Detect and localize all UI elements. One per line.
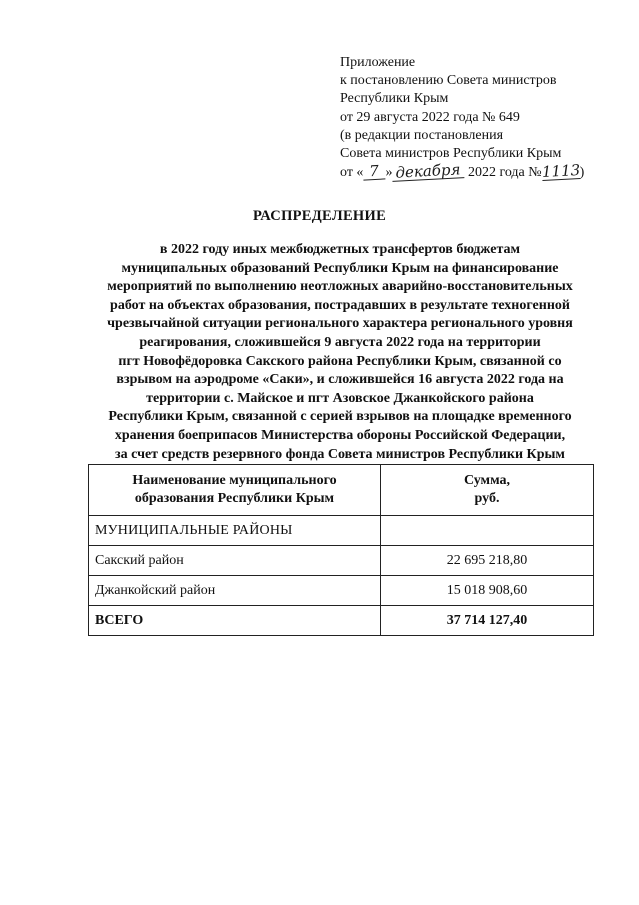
date-prefix: от « (340, 165, 364, 181)
appendix-line: Приложение (340, 55, 416, 70)
municipality-name: Джанкойский район (89, 576, 381, 606)
description-line: за счет средств резервного фонда Совета министров Республики Крым (115, 446, 565, 462)
header-name-line: образования Республики Крым (134, 491, 335, 506)
appendix-date-line (340, 160, 630, 182)
header-name-line: Наименование муниципального (132, 473, 337, 488)
appendix-line: Совета министров Республики Крым (340, 146, 562, 162)
appendix-block (340, 54, 630, 182)
total-sum: 37 714 127,40 (381, 606, 594, 636)
document-heading: РАСПРЕДЕЛЕНИЕ (252, 208, 387, 224)
date-year: 2022 года № (467, 165, 542, 181)
description-line: хранения боеприпасов Министерства обороны Российской Федерации, (114, 427, 566, 443)
description-line: территории с. Майское и пгт Азовское Джанкойского района (146, 390, 534, 406)
distribution-table (88, 464, 594, 636)
header-sum-cell (381, 465, 594, 516)
description-line: взрывом на аэродроме «Саки», и сложившейся 16 августа 2022 года на (116, 372, 564, 388)
total-label: ВСЕГО (89, 606, 381, 636)
date-quote-close: » (385, 165, 393, 181)
section-empty-cell (381, 516, 594, 546)
header-sum-line: Сумма, (463, 473, 511, 488)
header-name-cell (89, 465, 381, 516)
description-line: пгт Новофёдоровка Сакского района Республики Крым, связанной со (118, 353, 562, 369)
appendix-line: (в редакции постановления (340, 127, 504, 143)
document-description (84, 241, 596, 464)
description-line: реагирования, сложившейся 9 августа 2022 года на территории (139, 334, 541, 350)
municipality-name: Сакский район (89, 546, 381, 576)
handwritten-day: 7 (363, 163, 386, 181)
municipality-sum: 15 018 908,60 (381, 576, 594, 606)
header-sum-line: руб. (474, 491, 500, 506)
appendix-line: от 29 августа 2022 года № 649 (340, 109, 520, 125)
description-line: муниципальных образований Республики Крым на финансирование (121, 260, 559, 276)
municipality-sum: 22 695 218,80 (381, 546, 594, 576)
table-row (89, 546, 594, 576)
description-line: Республики Крым, связанной с серией взрывов на площадке временного (108, 409, 572, 425)
appendix-line: к постановлению Совета министров (340, 73, 557, 89)
section-label: МУНИЦИПАЛЬНЫЕ РАЙОНЫ (89, 516, 381, 546)
table-header-row (89, 465, 594, 516)
description-line: мероприятий по выполнению неотложных аварийно-восстановительных (107, 279, 573, 295)
description-line: в 2022 году иных межбюджетных трансфертов бюджетам (159, 242, 521, 257)
handwritten-number: 1113 (541, 161, 581, 182)
table-row (89, 576, 594, 606)
handwritten-month: декабря (392, 161, 465, 182)
appendix-line: Республики Крым (340, 91, 449, 107)
description-line: работ на объектах образования, пострадавших в результате техногенной (110, 297, 570, 313)
closing-paren: ) (579, 165, 585, 181)
table-total-row (89, 606, 594, 636)
description-line: чрезвычайной ситуации регионального характера регионального уровня (107, 316, 573, 332)
table-section-row (89, 516, 594, 546)
